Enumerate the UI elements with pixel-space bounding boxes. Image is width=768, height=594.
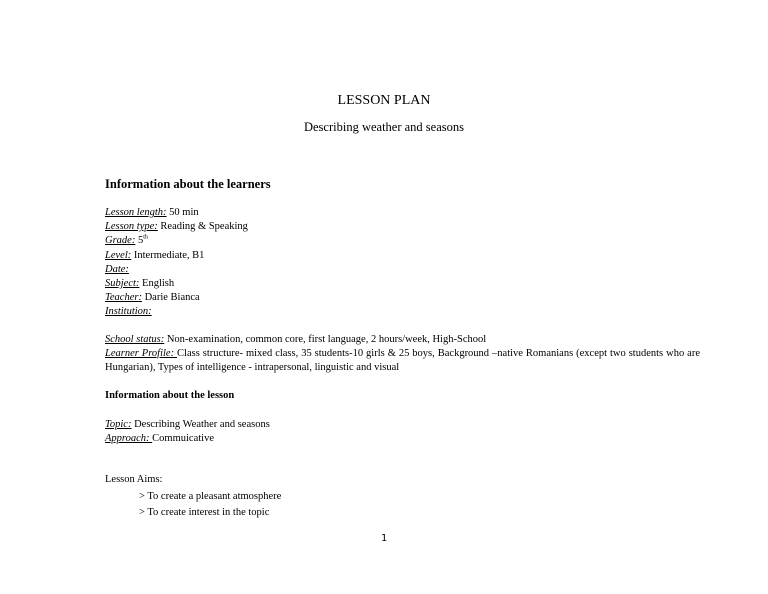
aims-heading: Lesson Aims:	[105, 474, 163, 485]
field-label: Subject:	[105, 278, 140, 290]
field-label: Grade:	[105, 235, 136, 247]
topic-label: Topic:	[105, 419, 132, 430]
learner-profile-value: Class structure- mixed class, 35 students-10 girls & 25 boys, Background –native Romanians (except two students who are Hungarian), Types of intelligence - intrapersonal, linguistic and visual	[105, 348, 700, 374]
learners-heading: Information about the learners	[105, 177, 271, 191]
field-value: Darie Bianca	[141, 292, 200, 304]
approach-value: Commuicative	[152, 433, 214, 445]
document-subtitle: Describing weather and seasons	[303, 120, 465, 134]
field-approach	[105, 432, 270, 446]
aims-list	[139, 489, 281, 520]
field-value: 5	[135, 235, 144, 247]
approach-label: Approach:	[105, 433, 153, 445]
field-grade	[105, 234, 248, 248]
field-teacher	[105, 291, 248, 305]
learner-profile	[105, 347, 700, 375]
field-label: Lesson length:	[105, 207, 167, 218]
school-status-value: Non-examination, common core, first language, 2 hours/week, High-School	[164, 334, 487, 345]
field-label: Level:	[105, 249, 132, 261]
learner-fields	[105, 206, 248, 320]
field-lesson-type	[105, 220, 248, 234]
lesson-heading: Information about the lesson	[105, 390, 235, 401]
field-topic	[105, 418, 270, 432]
field-superscript: th	[143, 234, 148, 241]
document-title: LESSON PLAN	[337, 93, 431, 108]
learner-details	[105, 333, 700, 376]
learner-profile-label: Learner Profile:	[105, 348, 178, 360]
field-level	[105, 249, 248, 263]
school-status-label: School status:	[105, 334, 165, 345]
lesson-fields	[105, 418, 270, 446]
field-label: Institution:	[105, 306, 152, 318]
topic-value: Describing Weather and seasons	[131, 419, 270, 430]
field-label: Date:	[105, 263, 129, 275]
field-label: Teacher:	[105, 292, 142, 304]
aim-item: > To create a pleasant atmosphere	[139, 491, 282, 502]
aim-item: > To create interest in the topic	[139, 506, 270, 518]
field-value: English	[139, 278, 175, 290]
field-subject	[105, 277, 248, 291]
school-status	[105, 333, 700, 347]
page-number: 1	[380, 533, 388, 544]
field-label: Lesson type:	[105, 221, 158, 233]
field-value: 50 min	[166, 207, 199, 218]
field-lesson-length	[105, 206, 248, 220]
field-value: Reading & Speaking	[157, 221, 248, 233]
field-institution	[105, 305, 248, 319]
field-date	[105, 263, 248, 277]
field-value: Intermediate, B1	[131, 249, 205, 261]
